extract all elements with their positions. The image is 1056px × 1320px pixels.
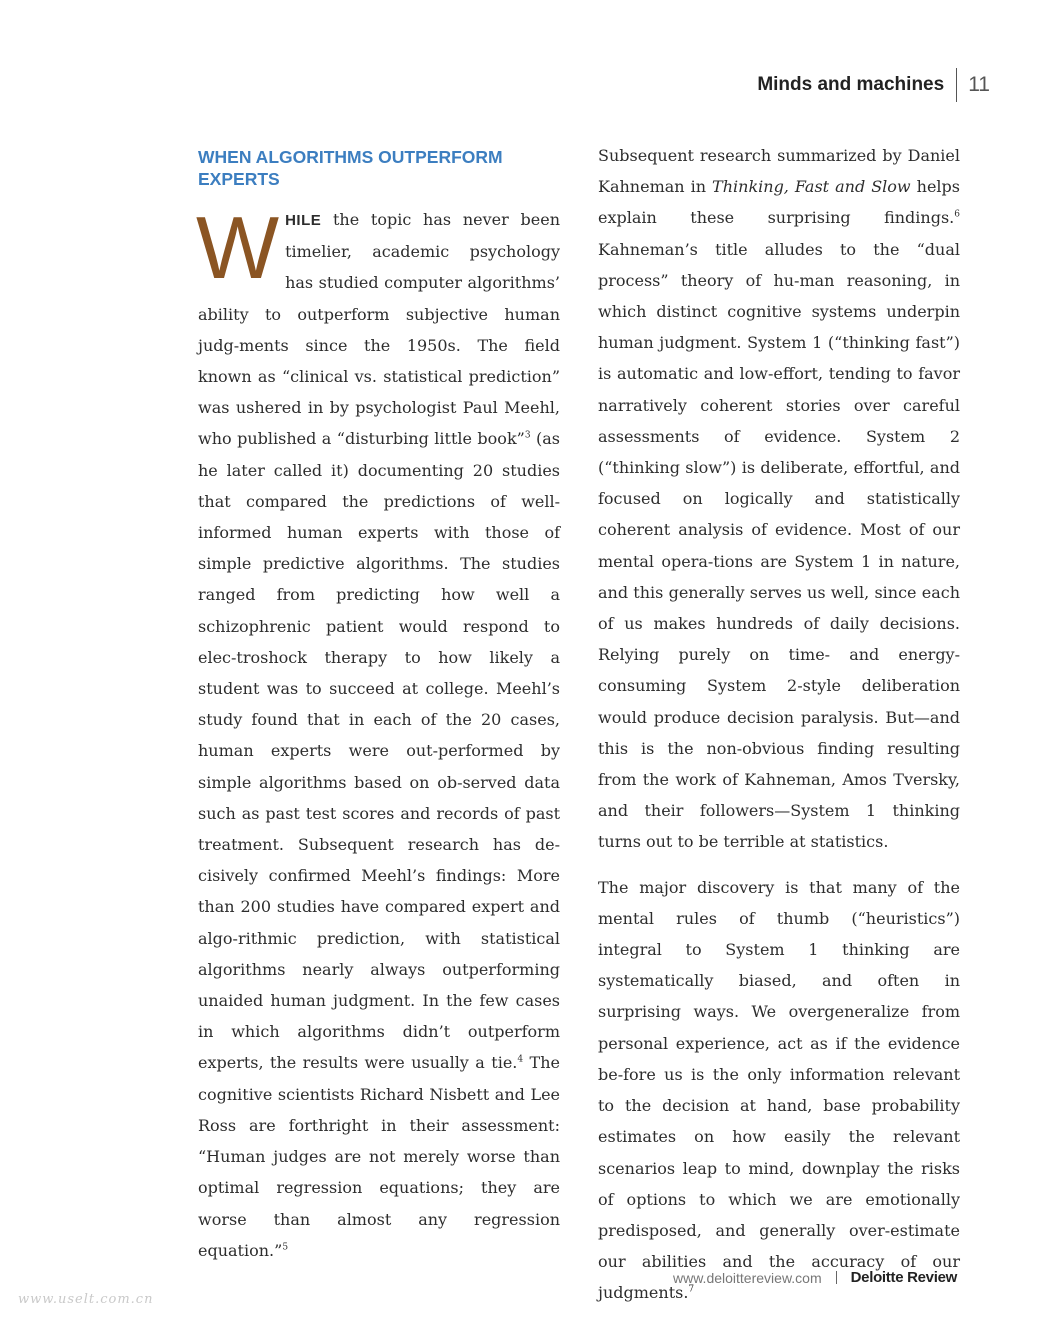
publication-name: Deloitte Review xyxy=(850,1269,957,1286)
left-paragraph xyxy=(196,198,561,1266)
body-text: Subsequent research summarized by Daniel Kahneman in xyxy=(598,146,960,197)
running-header xyxy=(757,68,990,102)
footnote-ref-7[interactable]: 7 xyxy=(688,1284,695,1295)
footnote-ref-5[interactable]: 5 xyxy=(282,1242,289,1253)
right-paragraph-2 xyxy=(598,872,960,1309)
body-text: helps explain these surprising findings. xyxy=(598,177,960,228)
body-text: Kahneman’s title alludes to the “dual process” theory of hu-man reasoning, in which distinct cognitive systems underpin human judgment. System 1 (“thinking fast”) is automatic and low-effort, tending to favor narratively coherent stories over careful assessments of evidence. System 2 (“thinking slow”) is deliberate, effortful, and focused on logically and statistically coherent analysis of evidence. Most of our mental opera-tions are System 1 in nature, and this generally serves us well, since each of us makes hundreds of daily decisions. Relying purely on time- and energy-consuming System 2-style deliberation would produce decision paralysis. But—and this is the non-obvious finding resulting from the work of Kahneman, Amos Tversky, and their followers—System 1 thinking turns out to be terrible at statistics. xyxy=(598,239,960,852)
section-heading: WHEN ALGORITHMS OUTPERFORM EXPERTS xyxy=(198,147,503,189)
footer-divider xyxy=(836,1271,837,1284)
body-text: the topic has never been timelier, academic psychology has studied computer algorithms’ ability to outperform subjective human judg-ments since the 1950s. The field known as “clinical vs. statistical prediction” was ushered in by psychologist Paul Meehl, who published a “disturbing little book” xyxy=(198,210,560,449)
drop-cap: W xyxy=(196,198,280,297)
page-footer xyxy=(673,1269,957,1286)
page-number: 11 xyxy=(968,73,990,96)
body-text: The major discovery is that many of the mental rules of thumb (“heuristics”) integral to System 1 thinking are systematically biased, and often in surprising ways. We overgeneralize from personal experience, act as if the evidence be-fore us is the only information relevant to the decision at hand, base probability estimates on how easily the relevant scenarios leap to mind, downplay the risks of options to which we are emotionally predisposed, and generally over-estimate our abilities and the accuracy of our judgments. xyxy=(598,877,960,1303)
footnote-ref-6[interactable]: 6 xyxy=(954,210,960,221)
body-text: (as he later called it) documenting 20 studies that compared the predictions of well-informed human experts with those of simple predictive algorithms. The studies ranged from predicting how well a schizophrenic patient would respond to elec-troshock therapy to how likely a student was to succeed at college. Meehl’s study found that in each of the 20 cases, human experts were out-performed by simple algorithms based on ob-served data such as past test scores and records of past treatment. Subsequent research has de-cisively confirmed Meehl’s findings: More than 200 studies have compared expert and algo-rithmic prediction, with statistical algorithms nearly always outperforming unaided human judgment. In the few cases in which algorithms didn’t outperform experts, the results were usually a tie. xyxy=(198,429,561,1073)
right-column xyxy=(598,140,960,1309)
section-title: Minds and machines xyxy=(757,74,945,95)
left-column xyxy=(198,140,560,1266)
book-title: Thinking, Fast and Slow xyxy=(712,177,911,197)
footnote-ref-4[interactable]: 4 xyxy=(517,1055,524,1066)
footer-url-link[interactable]: www.deloittereview.com xyxy=(673,1269,822,1286)
body-text: The cognitive scientists Richard Nisbett and Lee Ross are forthright in their assessment: “Human judges are not merely worse than optimal regression equations; they are worse than almost any regression equation.” xyxy=(198,1053,560,1260)
watermark: www.uselt.com.cn xyxy=(18,1292,154,1307)
lead-in: HILE xyxy=(285,212,322,229)
footnote-ref-3[interactable]: 3 xyxy=(524,431,531,442)
right-paragraph-1 xyxy=(598,140,960,858)
